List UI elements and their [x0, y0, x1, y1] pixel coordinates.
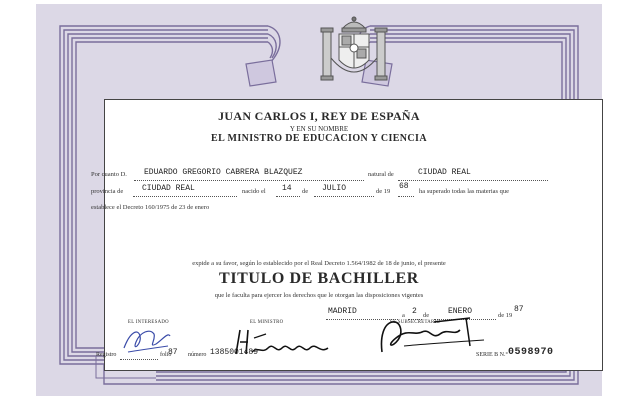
minister-heading: EL MINISTRO DE EDUCACION Y CIENCIA	[211, 133, 427, 144]
folio-value: 87	[168, 348, 178, 357]
coat-of-arms-icon	[317, 14, 391, 92]
name-underline	[134, 180, 364, 181]
interesado-caption: EL INTERESADO	[128, 320, 169, 325]
birthplace-underline	[398, 180, 548, 181]
registro-label: Registro	[96, 352, 117, 358]
ministro-caption: EL MINISTRO	[250, 320, 284, 325]
month-underline	[314, 196, 374, 197]
natural-label: natural de	[368, 171, 394, 178]
birth-year: 68	[399, 182, 409, 191]
decree-text: establece el Decreto 160/1975 de 23 de enero	[91, 204, 210, 211]
superado-text: ha superado todas las materias que	[419, 188, 510, 195]
birthplace: CIUDAD REAL	[418, 168, 471, 177]
serie-label: SERIE B N.°	[476, 352, 508, 358]
por-cuanto-label: Por cuanto D.	[91, 171, 127, 178]
year-prefix: de 19	[376, 188, 391, 195]
year-underline	[398, 196, 414, 197]
nacido-label: nacido el	[242, 188, 266, 195]
provincia-label: provincia de	[91, 188, 124, 195]
interesado-signature	[120, 322, 174, 356]
de-label: de	[302, 188, 309, 195]
issue-year: 87	[514, 305, 524, 314]
document-title: TITULO DE BACHILLER	[219, 270, 419, 287]
province: CIUDAD REAL	[142, 184, 195, 193]
subsecretario-caption: EL SUBSECRETARIO	[390, 320, 441, 325]
diploma-certificate	[36, 4, 602, 396]
subsecretario-signature	[374, 316, 492, 358]
expide-text: expide a su favor, según lo establecido por el Real Decreto 1.564/1982 de 18 de junio, el presente	[192, 260, 446, 267]
numero-label: número	[188, 352, 207, 358]
issuer-heading: JUAN CARLOS I, REY DE ESPAÑA	[218, 109, 420, 123]
issue-de-label: de	[423, 312, 430, 319]
province-underline	[133, 196, 237, 197]
birth-month: JULIO	[322, 184, 347, 193]
issue-city: MADRID	[328, 307, 357, 316]
faculta-text: que le faculta para ejercer los derechos que le otorgan las disposiciones vigentes	[214, 292, 424, 299]
registro-underline	[120, 359, 158, 360]
birth-day: 14	[282, 184, 292, 193]
folio-label: folio	[160, 352, 172, 358]
numero-value: 1385001489	[210, 348, 259, 357]
serial-number: 0598970	[508, 347, 554, 358]
issue-day: 2	[412, 307, 417, 316]
holder-name: EDUARDO GREGORIO CABRERA BLAZQUEZ	[144, 168, 303, 177]
issue-month: ENERO	[448, 307, 473, 316]
issue-a-label: a	[402, 312, 405, 319]
issue-year-prefix: de 19	[498, 312, 513, 319]
day-underline	[276, 196, 300, 197]
on-behalf-line: Y EN SU NOMBRE	[289, 125, 349, 133]
